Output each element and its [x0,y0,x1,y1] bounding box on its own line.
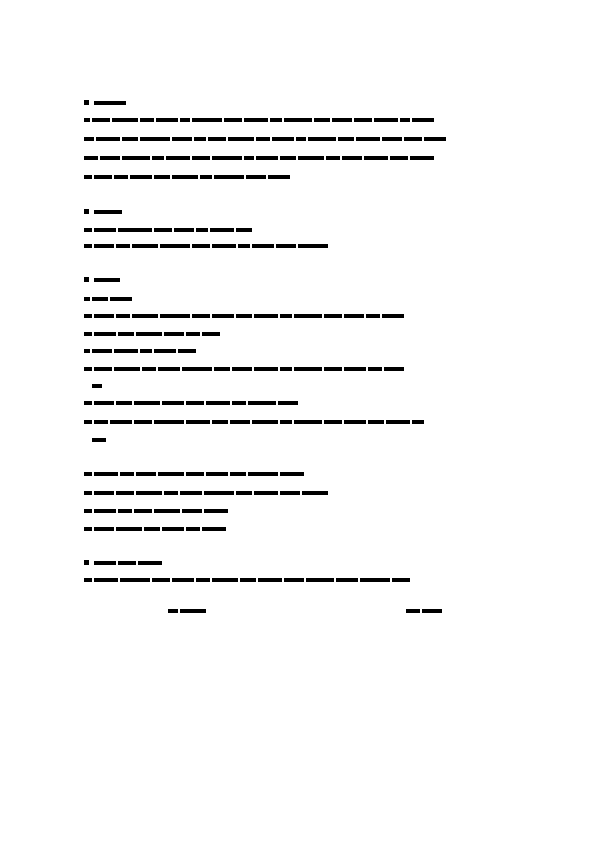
section-4-line [84,577,410,582]
section-3-line [84,366,404,371]
section-1-line [84,155,434,160]
section-3-line [84,490,328,495]
section-3-heading [84,277,120,282]
section-3-line [84,348,196,353]
section-3-line [84,331,220,336]
heading-bullet-icon [84,209,89,214]
footer-right-label [406,608,442,613]
heading-bullet-icon [84,277,89,282]
section-1-heading [84,100,126,105]
heading-bullet-icon [84,560,89,565]
section-2-heading [84,209,122,214]
section-3-line [84,296,132,301]
section-3-line [84,419,424,424]
section-3-line [84,508,228,513]
section-4-heading [84,560,162,565]
footer-left-label [168,608,206,613]
section-2-line [84,227,252,232]
heading-bullet-icon [84,100,89,105]
section-3-line [84,526,226,531]
section-1-line [84,117,434,122]
section-3-line [84,313,404,318]
section-1-line [84,174,290,179]
section-1-line [84,136,446,141]
section-2-line [84,243,328,248]
section-3-line [84,400,298,405]
section-3-line [92,437,106,442]
section-3-line [84,471,304,476]
section-3-line [92,383,102,388]
